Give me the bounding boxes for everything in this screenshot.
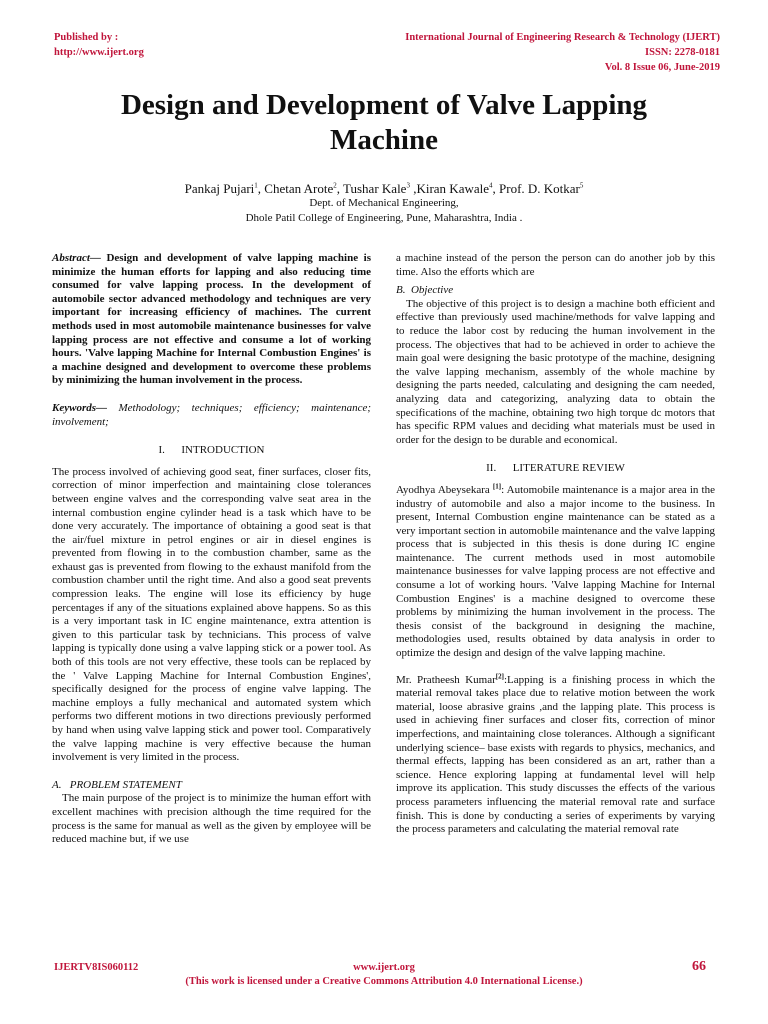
continued-text: a machine instead of the person the person can do another job by this time. Also the efforts which are	[396, 252, 715, 278]
objective-text: The objective of this project is to design a machine both efficient and effective than previously used machine/methods for valve lapping and to reduce the labor cost by reducing the human involvement in the process. The objectives that had to be achieved in order to achieve the main goal were designing the basic prototype of the machine, designing the valve lapping mechanism, assembly of the whole machine by designing the parts needed, calculating and designing the cam needed, analyzing data and categorizing, analyzing data to obtain the specifications of the machine, obtaining two high torque dc motors that has specific RPM values and deciding what materials must be used in order for the design to be durable and economical.	[396, 297, 715, 446]
department: Dept. of Mechanical Engineering,	[309, 197, 459, 209]
author-name: Kiran Kawale	[416, 181, 490, 196]
author-sup: 3	[406, 181, 410, 190]
reference-author: Mr. Pratheesh Kumar	[396, 673, 496, 686]
license-text: (This work is licensed under a Creative Commons Attribution 4.0 International License.)	[185, 976, 583, 987]
published-by: Published by :	[54, 32, 119, 43]
author-name: Chetan Arote	[264, 181, 334, 196]
affiliation	[60, 196, 708, 226]
author-name: Tushar Kale	[343, 181, 407, 196]
right-column	[396, 252, 715, 837]
citation-2: [2]	[495, 671, 504, 680]
problem-text: The main purpose of the project is to minimize the human effort with excellent machines with precision although the time required for the process is the same for manual as well as the given by employee will be reduced machine but, if we use	[52, 792, 371, 846]
subsection-heading-problem: A. PROBLEM STATEMENT	[52, 778, 182, 791]
journal-name: International Journal of Engineering Research & Technology (IJERT)	[405, 32, 720, 43]
citation-1: [1]	[492, 482, 502, 491]
abstract	[52, 252, 371, 388]
keywords-label: Keywords—	[52, 401, 107, 414]
literature-paragraph-1: Ayodhya Abeysekara [1]: Automobile maintenance is a major area in the industry of automobile and also a major income to the business. In present, Internal Combustion engine maintenance can be stated as a very important section in automobile maintenance and the valve lapping process that is subjected in this thesis is done during IC engine maintenance. The current methods used in most automobile maintenance businesses for valve lapping process are not effective and consume a lot of working hours. 'Valve lapping Machine for Internal Combustion Engines' is a machine designed to overcome these problems by minimizing the human involvement in the process. The thesis consist of the background in designing the machine, methodologies used, results obtained by data analysis in order to optimize the design and design of the valve lapping machine.	[396, 482, 715, 660]
author-sup: 1	[254, 181, 258, 190]
volume-issue: Vol. 8 Issue 06, June-2019	[604, 62, 720, 73]
abstract-text: Design and development of valve lapping machine is minimize the human efforts for lapping and also reducing time consumed for valve lapping process. In the development of automobile sector advanced methodology and techniques are very important for increasing efficiency of machines. The current methods used in most automobile maintenance businesses for valve lapping process are not effective and consume a lot of working hours. 'Valve lapping Machine for Internal Combustion Engines' is a machine designed and development to overcome these problems by minimizing the human involvement in the process.	[52, 252, 371, 387]
reference-author: Ayodhya Abeysekara	[396, 483, 493, 496]
footer-url[interactable]: www.ijert.org	[353, 962, 415, 973]
header-left	[54, 30, 144, 60]
left-column	[52, 252, 371, 847]
author-sup: 2	[333, 181, 337, 190]
author-name: Prof. D. Kotkar	[499, 181, 580, 196]
title-line-2: Machine	[330, 124, 438, 156]
college: Dhole Patil College of Engineering, Pune, Maharashtra, India .	[245, 212, 523, 224]
literature-paragraph-2: Mr. Pratheesh Kumar[2]:Lapping is a finishing process in which the material removal takes place due to relative motion between the work material, loose abrasive grains ,and the lapping plate. This process is used in achieving finer surfaces and closer fits, correction of minor imperfections, and maintaining close tolerances. Although a significant underlying science– base exists with regards to physics, mechanics, and thermal effects, lapping has been considered as an art, rather than a science. Hence exploring lapping at fundamental level will help improve its application. This study discusses the effects of the various process parameters influencing the material removal rate and surface finish. This is done by conducting a series of experiments by varying the process parameters and calculating the material removal rate	[396, 671, 715, 836]
introduction-text: The process involved of achieving good seat, finer surfaces, closer fits, correction of minor imperfection and maintaining close tolerances between engine valves and the corresponding valve seat area in the internal combustion engine cylinder head is a task which have to be done very accurately. The importance of obtaining a good seat is that the air/fuel mixture in petrol engines or air in diesel engines is prevented from flowing in to the combustion chamber, same as the exhaust gas is prevented from flowing to the exhaust manifold from the combustion chamber until the right time. And also a good seat prevents compression leaks. The engine will lose its efficiency by huge percentages if any of the situations explained above happens. So as this is a very important task in IC engine maintenance, extra attention is given to this particular task by technicians. This process of valve lapping is typically done using a valve lapping stick or a power tool. As both of this tools are not very effective, these tools can be replaced by the ' Valve Lapping Machine for Internal Combustion Engines', specifically designed for the process of engine valve lapping. The machine employs a fully mechanical and automated system which performs two different motions in two directions previously performed by hand when using valve lapping stick and power tool. Comparatively the valve lapping machine is very effective because the human involvement is very limited in the process.	[52, 465, 371, 764]
issn: ISSN: 2278-0181	[645, 47, 720, 58]
keywords-text: Methodology; techniques; efficiency; maintenance; involvement;	[52, 401, 371, 428]
page-number: 66	[692, 959, 706, 974]
title-line-1: Design and Development of Valve Lapping	[120, 89, 648, 121]
author-sup: 4	[489, 181, 493, 190]
header-right	[405, 30, 720, 75]
paper-title	[60, 88, 708, 158]
author-sup: 5	[579, 181, 584, 190]
journal-url[interactable]: http://www.ijert.org	[54, 47, 144, 58]
keywords	[52, 402, 371, 429]
section-heading-introduction: I. INTRODUCTION	[158, 444, 265, 457]
subsection-heading-objective: B. Objective	[396, 284, 454, 297]
paper-id: IJERTV8IS060112	[54, 962, 139, 973]
abstract-label: Abstract—	[52, 252, 101, 264]
section-heading-literature: II. LITERATURE REVIEW	[486, 462, 625, 475]
author-name: Pankaj Pujari	[184, 181, 255, 196]
authors: Pankaj Pujari$^1$, Chetan Arote$^2$, Tushar Kale$^3$ ,Kiran Kawale$^4$, Prof. D. Kotkar$^5$	[184, 181, 584, 196]
